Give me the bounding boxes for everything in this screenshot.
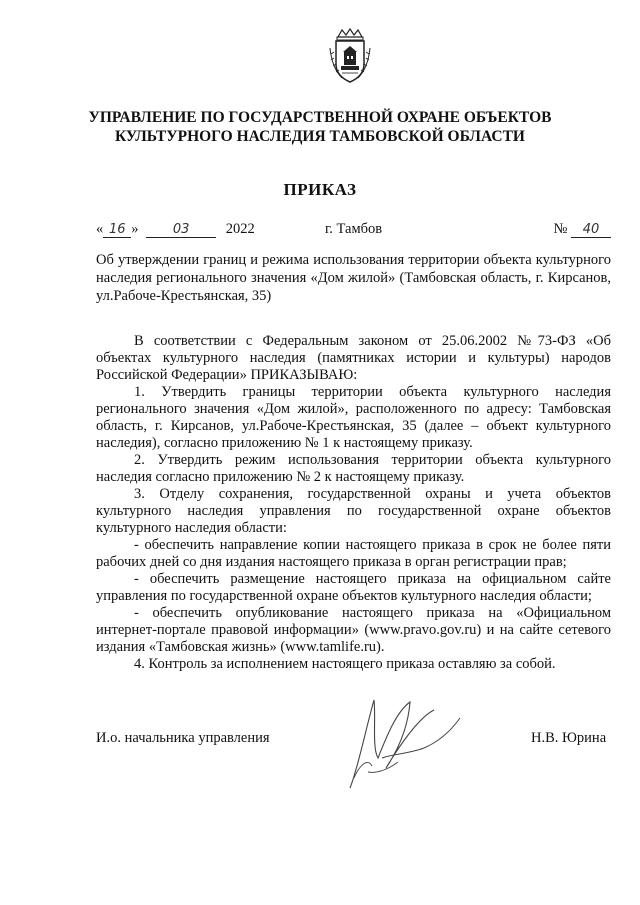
body-paragraph-item-3: 3. Отделу сохранения, государственной охраны и учета объектов культурного наследия управления по государственной охране объектов культурного наследия области: <box>96 486 611 536</box>
date-open-quote: « <box>96 221 104 237</box>
date-day: 16 <box>103 222 131 238</box>
date-close-quote: » <box>131 221 139 237</box>
handwritten-signature-icon <box>338 688 488 798</box>
date-month: 03 <box>146 222 216 238</box>
date-year: 2022 <box>225 221 255 237</box>
order-city: г. Тамбов <box>325 221 383 237</box>
body-paragraph-item-1: 1. Утвердить границы территории объекта культурного наследия регионального значения «Дом жилой», расположенного по адресу: Тамбовская область, г. Кирсанов, ул.Рабоче-Крестьянская, 35 (далее – объект культурного наследия), согласно приложению № 1 к настоящему приказу. <box>96 384 611 451</box>
organization-name <box>60 108 580 146</box>
body-paragraph-preamble: В соответствии с Федеральным законом от 25.06.2002 №73-ФЗ «Об объектах культурного наследия (памятниках истории и культуры) народов Российской Федерации» ПРИКАЗЫВАЮ: <box>96 333 611 383</box>
signer-position: И.о. начальника управления <box>96 730 270 746</box>
order-subject: Об утверждении границ и режима использования территории объекта культурного наследия регионального значения «Дом жилой» (Тамбовская область, г. Кирсанов, ул.Рабоче-Крестьянская, 35) <box>96 252 611 304</box>
date-number-line <box>96 221 611 241</box>
body-paragraph-subitem-2: - обеспечить размещение настоящего приказа на официальном сайте управления по государственной охране объектов культурного наследия области; <box>96 571 611 604</box>
tambov-coat-of-arms-icon <box>328 28 372 84</box>
organization-name-line-2: КУЛЬТУРНОГО НАСЛЕДИЯ ТАМБОВСКОЙ ОБЛАСТИ <box>115 128 525 145</box>
document-type-title: ПРИКАЗ <box>283 180 357 199</box>
number-label: № <box>553 221 568 237</box>
order-date <box>96 221 255 238</box>
body-paragraph-subitem-1: - обеспечить направление копии настоящего приказа в срок не более пяти рабочих дней со дня издания настоящего приказа в орган регистрации прав; <box>96 537 611 570</box>
order-number <box>554 221 611 238</box>
body-paragraph-item-2: 2. Утвердить режим использования территории объекта культурного наследия согласно приложению № 2 к настоящему приказу. <box>96 452 611 485</box>
body-paragraph-item-4: 4. Контроль за исполнением настоящего приказа оставляю за собой. <box>134 656 556 672</box>
signer-name: Н.В. Юрина <box>531 730 607 746</box>
order-body <box>96 333 611 673</box>
body-paragraph-subitem-3: - обеспечить опубликование настоящего приказа на «Официальном интернет-портале правовой информации» (www.pravo.gov.ru) и на сайте сетевого издания «Тамбовская жизнь» (www.tamlife.ru). <box>96 605 611 655</box>
number-value: 40 <box>571 222 611 238</box>
organization-name-line-1: УПРАВЛЕНИЕ ПО ГОСУДАРСТВЕННОЙ ОХРАНЕ ОБЪЕКТОВ <box>88 109 552 126</box>
